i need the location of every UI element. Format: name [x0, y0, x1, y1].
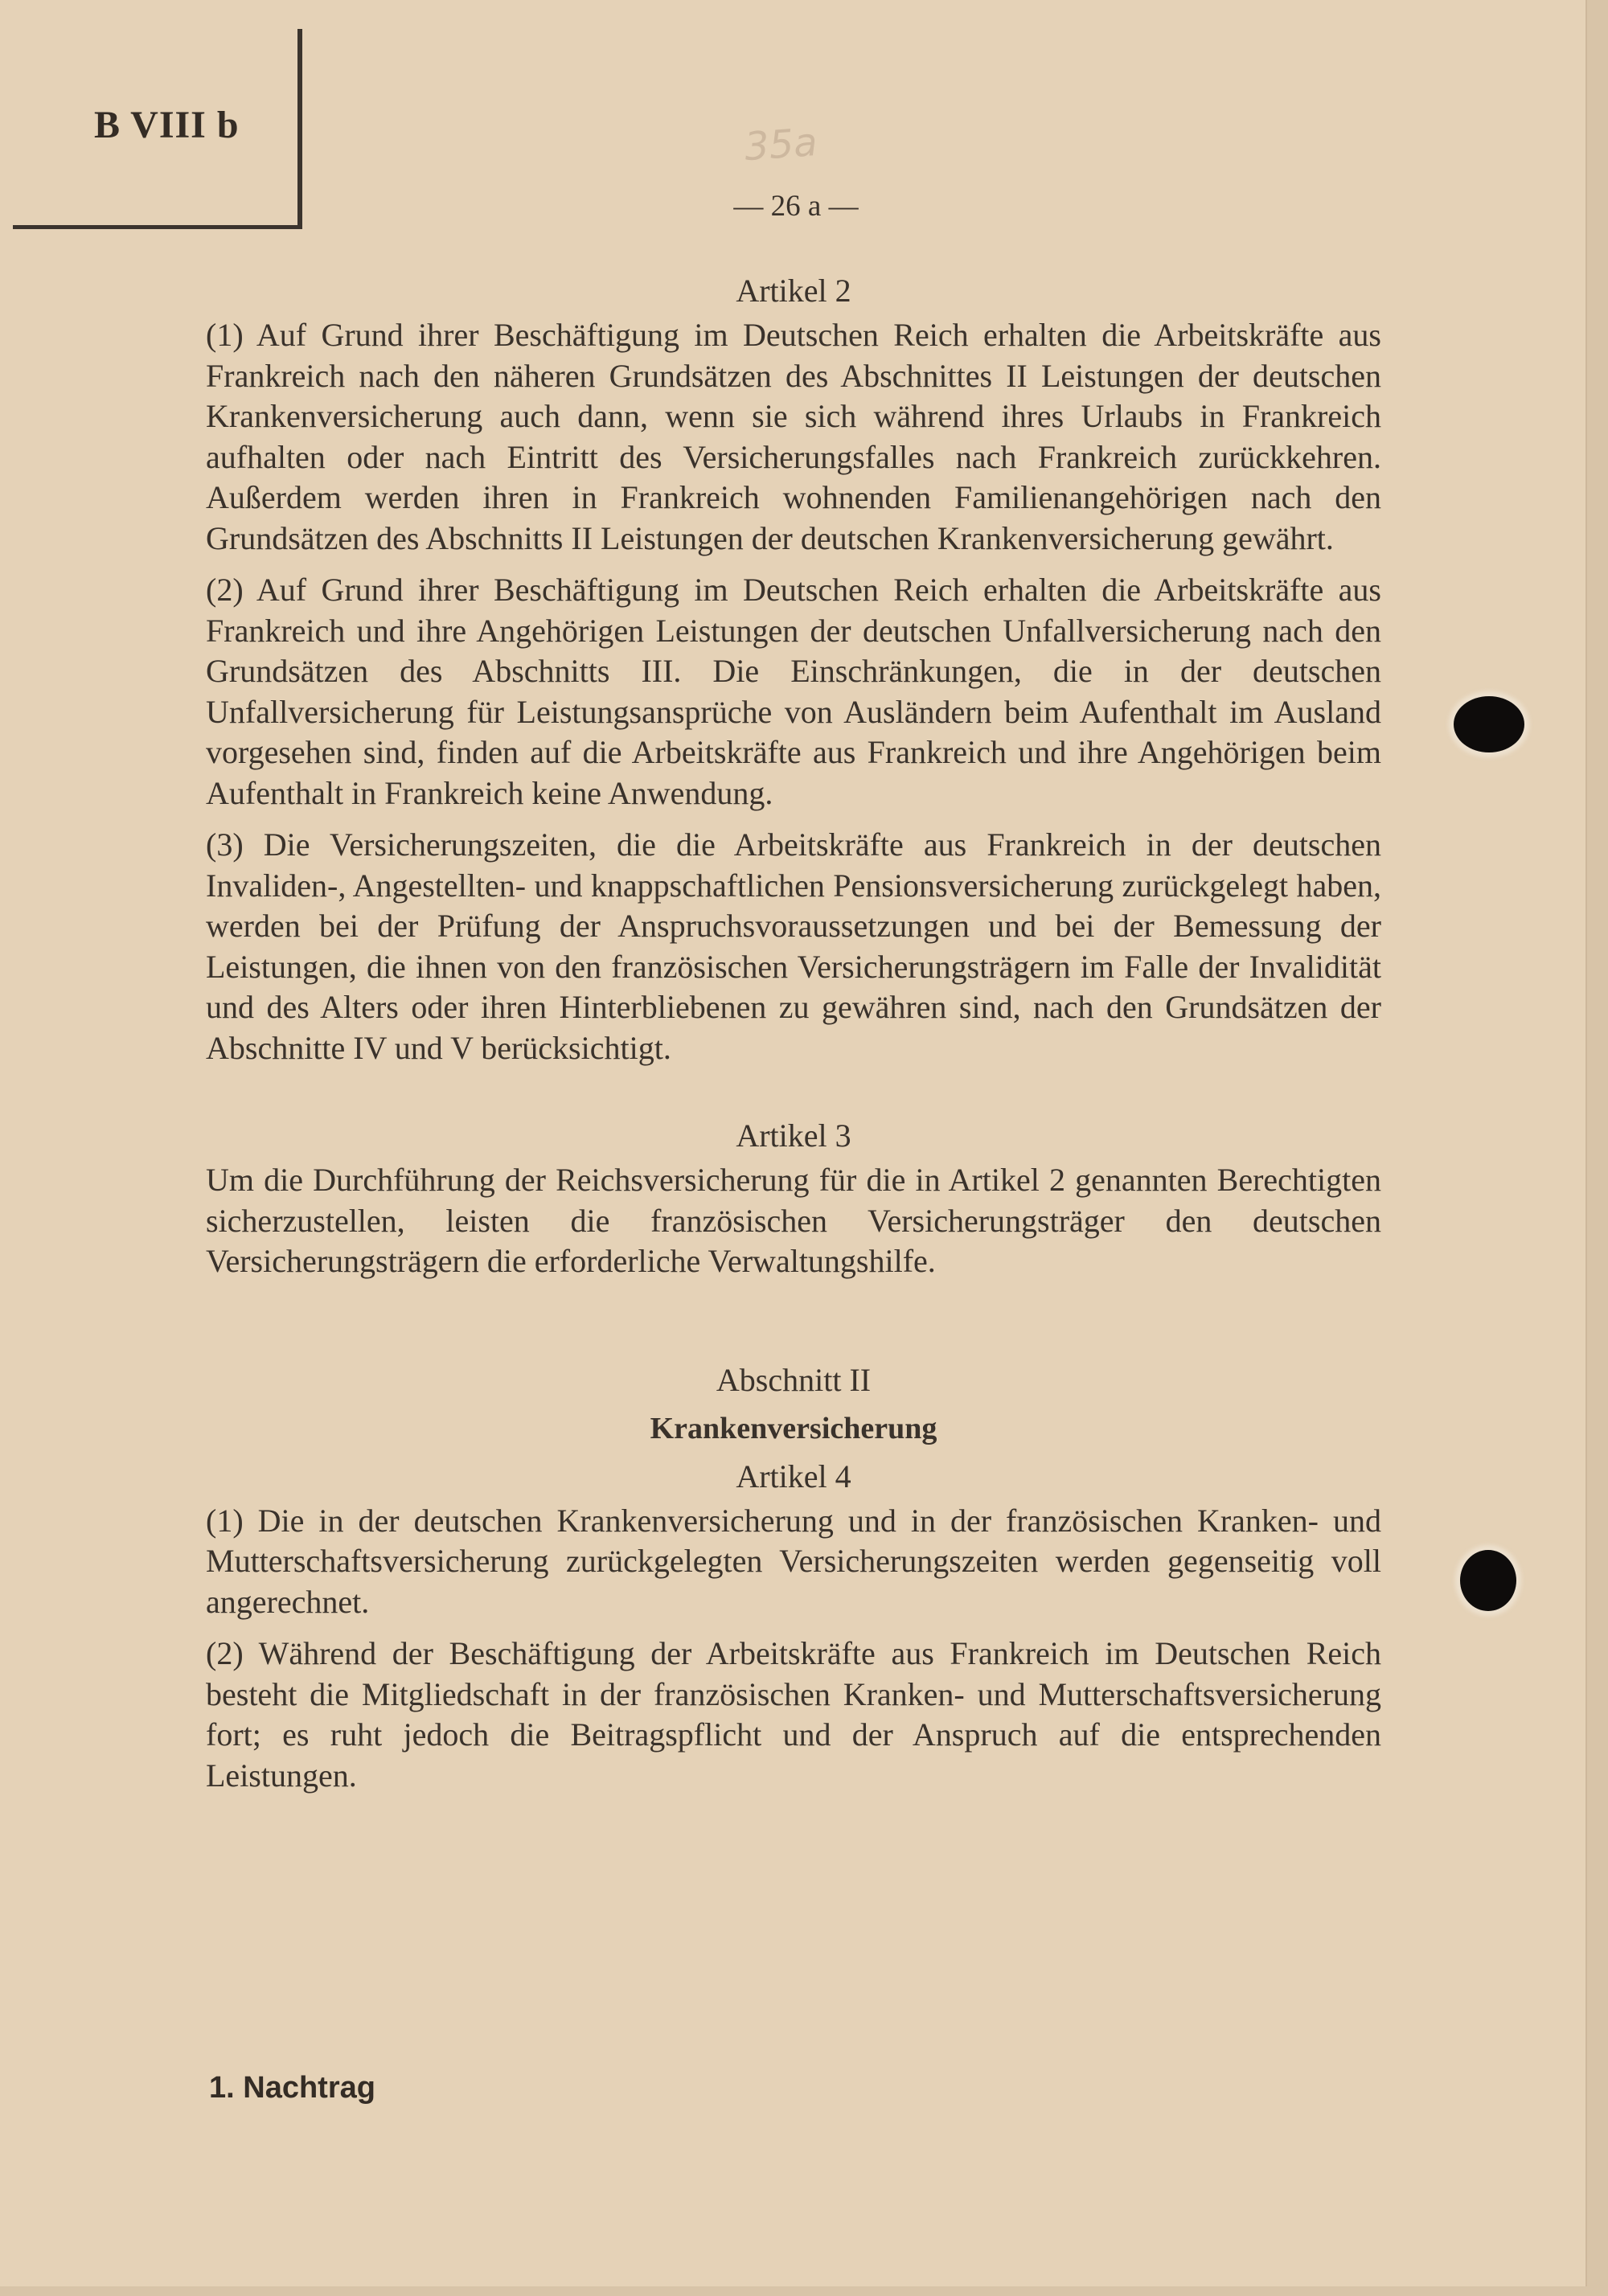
article-3-paragraph-1: Um die Durchführung der Reichsversicherung für die in Artikel 2 genannten Berechtigten sicherzustellen, leisten die französischen Versicherungsträger den deutschen Versicherungsträgern die erforderliche Verwaltungshilfe.	[206, 1162, 1381, 1279]
page-edge-right	[1585, 0, 1608, 2296]
article-2-paragraph-3: (3) Die Versicherungszeiten, die die Arbeitskräfte aus Frankreich in der deutschen Invaliden-, Angestellten- und knappschaftlichen Pensionsversicherung zurückgelegt haben, werden bei der Prüfung der Anspruchsvoraussetzungen und bei der Bemessung der Leistungen, die ihnen von den französischen Versicherungsträgern im Falle der Invalidität und des Alters oder ihren Hinterbliebenen zu gewähren sind, nach den Grundsätzen der Abschnitte IV und V berücksichtigt.	[206, 826, 1381, 1066]
article-4-heading: Artikel 4	[736, 1458, 851, 1494]
article-2-paragraph-1: (1) Auf Grund ihrer Beschäftigung im Deutschen Reich erhalten die Arbeitskräfte aus Frankreich nach den näheren Grundsätzen des Abschnittes II Leistungen der deutschen Krankenversicherung auch dann, wenn sie sich während ihres Urlaubs in Frankreich aufhalten oder nach Eintritt des Versicherungsfalles nach Frankreich zurückkehren. Außerdem werden ihren in Frankreich wohnenden Familienangehörigen nach den Grundsätzen des Abschnitts II Leistungen der deutschen Krankenversicherung gewährt.	[206, 317, 1381, 556]
pencil-annotation: 35a	[743, 119, 819, 170]
footer-note: 1. Nachtrag	[209, 2071, 375, 2105]
article-2-heading: Artikel 2	[736, 273, 851, 309]
article-4-paragraph-1: (1) Die in der deutschen Krankenversicherung und in der französischen Kranken- und Mutterschaftsversicherung zurückgelegten Versicherungszeiten werden gegenseitig voll angerechnet.	[206, 1502, 1381, 1620]
section-2-subtitle: Krankenversicherung	[650, 1411, 937, 1445]
article-2-paragraph-2: (2) Auf Grund ihrer Beschäftigung im Deutschen Reich erhalten die Arbeitskräfte aus Frankreich und ihre Angehörigen Leistungen der deutschen Unfallversicherung nach den Grundsätzen des Abschnitts III. Die Einschränkungen, die in der deutschen Unfallversicherung für Leistungsansprüche von Ausländern beim Aufenthalt im Ausland vorgesehen sind, finden auf die Arbeitskräfte aus Frankreich und ihre Angehörigen beim Aufenthalt in Frankreich keine Anwendung.	[206, 572, 1381, 811]
punch-hole-upper	[1454, 696, 1524, 752]
punch-hole-lower	[1460, 1550, 1516, 1611]
section-2-title: Abschnitt II	[716, 1361, 872, 1398]
document-body	[206, 267, 1381, 1807]
article-3-heading: Artikel 3	[736, 1117, 851, 1154]
article-4-paragraph-2: (2) Während der Beschäftigung der Arbeitskräfte aus Frankreich im Deutschen Reich besteht die Mitgliedschaft in der französischen Kranken- und Mutterschaftsversicherung fort; es ruht jedoch die Beitragspflicht und der Anspruch auf die entsprechenden Leistungen.	[206, 1635, 1381, 1794]
page-number: — 26 a —	[733, 190, 859, 223]
page-edge-bottom	[0, 2286, 1608, 2296]
corner-label: B VIII b	[94, 104, 240, 146]
